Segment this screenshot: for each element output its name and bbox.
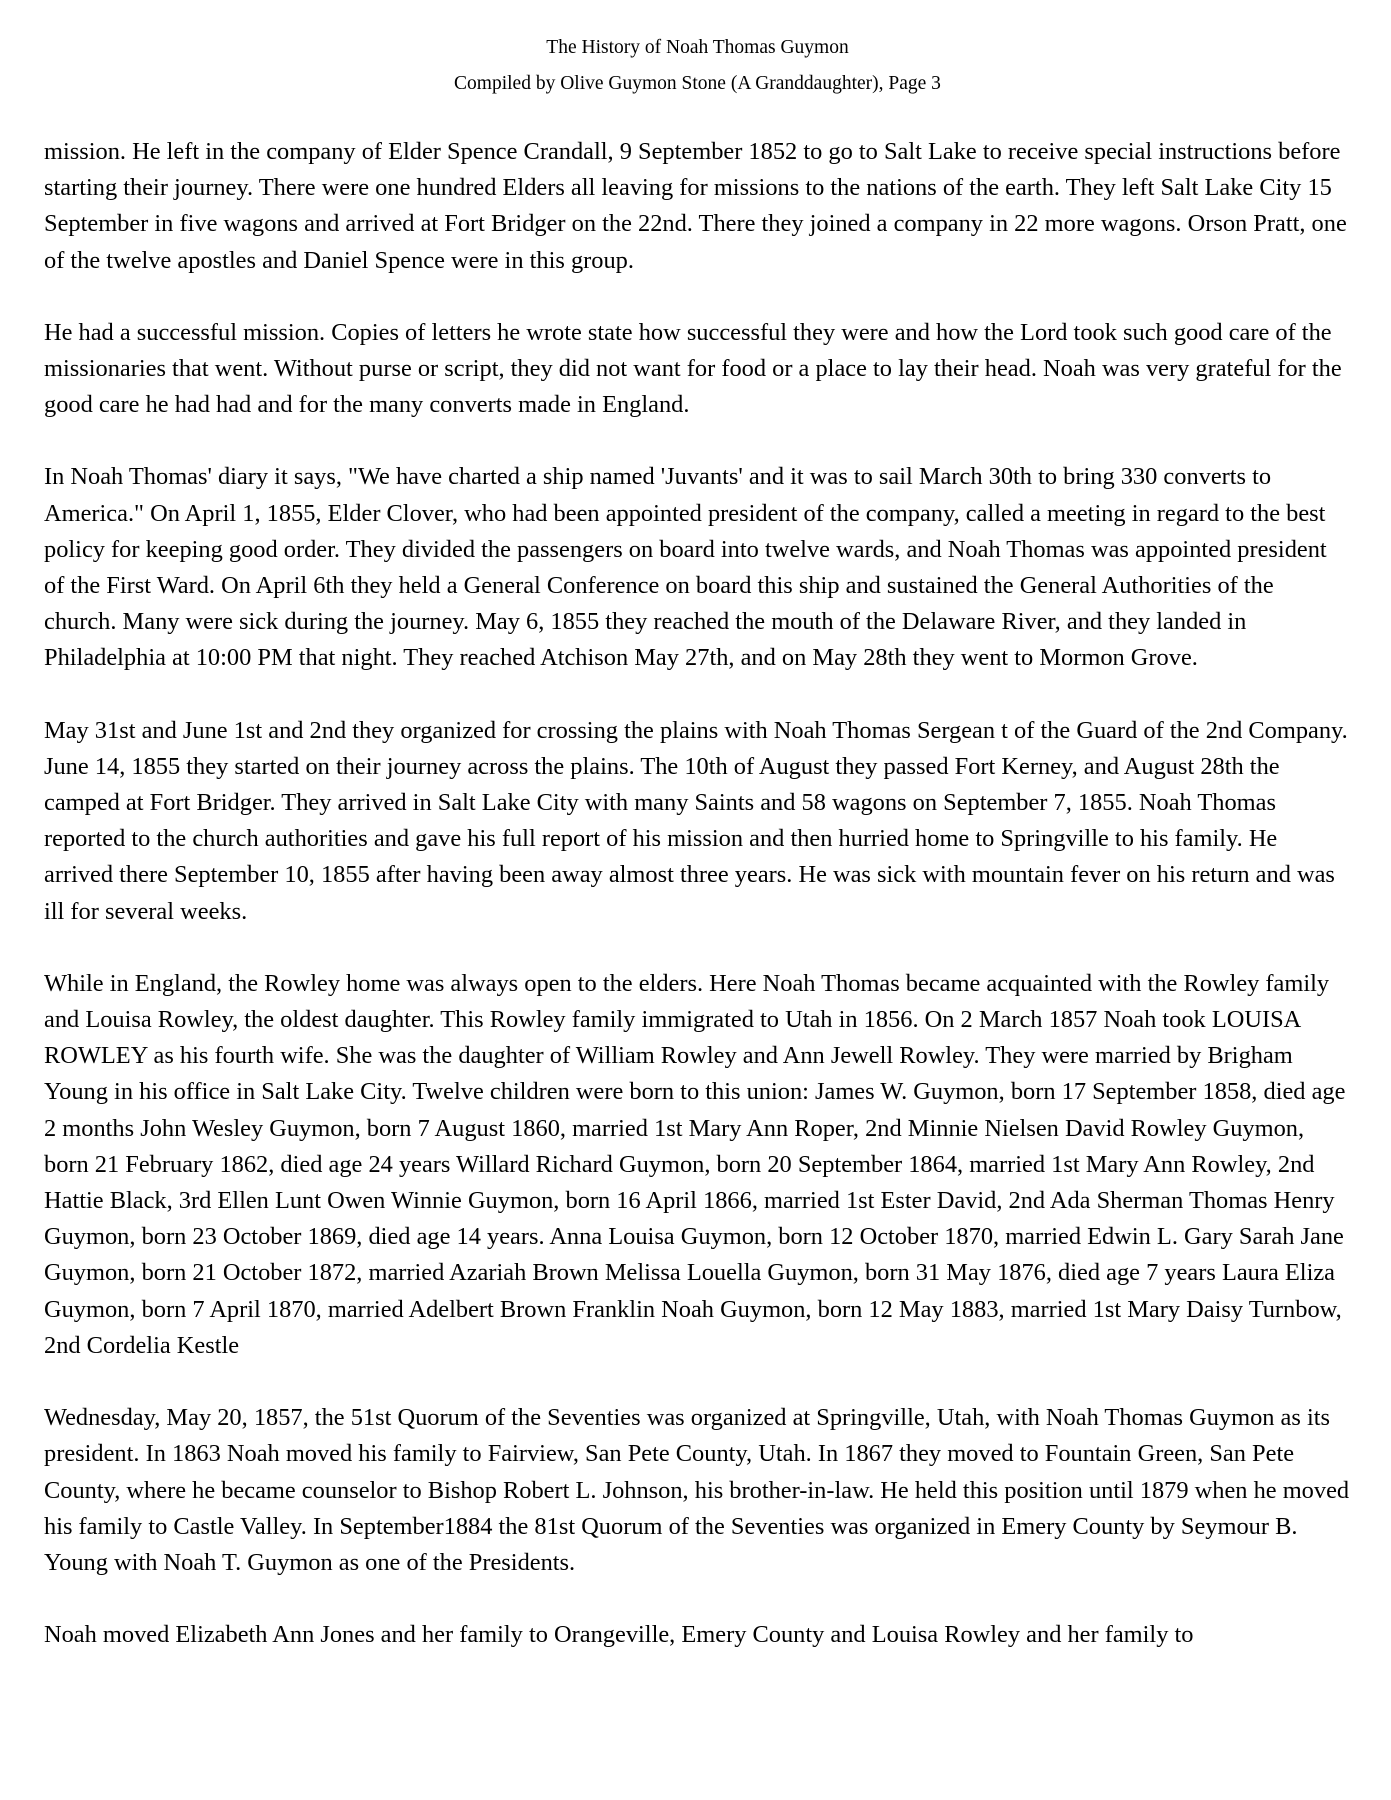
document-body — [44, 134, 1351, 1653]
paragraph-successful-mission: He had a successful mission. Copies of letters he wrote state how successful they were and how the Lord took such good care of the missionaries that went. Without purse or script, they did not want for food or a place to lay their head. Noah was very grateful for the good care he had had and for the many converts made in England. — [44, 318, 1342, 419]
paragraph-mission-departure: mission. He left in the company of Elder Spence Crandall, 9 September 1852 to go to Salt Lake to receive special instructions before starting their journey. There were one hundred Elders all leaving for missions to the nations of the earth. They left Salt Lake City 15 September in five wagons and arrived at Fort Bridger on the 22nd. There they joined a company in 22 more wagons. Orson Pratt, one of the twelve apostles and Daniel Spence were in this group. — [44, 138, 1347, 274]
document-subtitle: Compiled by Olive Guymon Stone (A Granddaughter), Page 3 — [454, 73, 941, 94]
paragraph-crossing-plains: May 31st and June 1st and 2nd they organized for crossing the plains with Noah Thomas Sergean t of the Guard of the 2nd Company. June 14, 1855 they started on their journey across the plains. The 10th of August they passed Fort Kerney, and August 28th the camped at Fort Bridger. They arrived in Salt Lake City with many Saints and 58 wagons on September 7, 1855. Noah Thomas reported to the church authorities and gave his full report of his mission and then hurried home to Springville to his family. He arrived there September 10, 1855 after having been away almost three years. He was sick with mountain fever on his return and was ill for several weeks. — [44, 716, 1348, 925]
paragraph-quorum-seventies: Wednesday, May 20, 1857, the 51st Quorum of the Seventies was organized at Springville, Utah, with Noah Thomas Guymon as its president. In 1863 Noah moved his family to Fairview, San Pete County, Utah. In 1867 they moved to Fountain Green, San Pete County, where he became counselor to Bishop Robert L. Johnson, his brother-in-law. He held this position until 1879 when he moved his family to Castle Valley. In September1884 the 81st Quorum of the Seventies was organized in Emery County by Seymour B. Young with Noah T. Guymon as one of the Presidents. — [44, 1404, 1350, 1576]
paragraph-ship-journey: In Noah Thomas' diary it says, "We have charted a ship named 'Juvants' and it was to sail March 30th to bring 330 converts to America." On April 1, 1855, Elder Clover, who had been appointed president of the company, called a meeting in regard to the best policy for keeping good order. They divided the passengers on board into twelve wards, and Noah Thomas was appointed president of the First Ward. On April 6th they held a General Conference on board this ship and sustained the General Authorities of the church. Many were sick during the journey. May 6, 1855 they reached the mouth of the Delaware River, and they landed in Philadelphia at 10:00 PM that night. They reached Atchison May 27th, and on May 28th they went to Mormon Grove. — [44, 463, 1327, 672]
page-header — [44, 30, 1351, 102]
paragraph-orangeville-move: Noah moved Elizabeth Ann Jones and her family to Orangeville, Emery County and Louisa Rowley and her family to — [44, 1621, 1194, 1649]
document-title: The History of Noah Thomas Guymon — [546, 37, 849, 58]
paragraph-rowley-family: While in England, the Rowley home was always open to the elders. Here Noah Thomas became acquainted with the Rowley family and Louisa Rowley, the oldest daughter. This Rowley family immigrated to Utah in 1856. On 2 March 1857 Noah took LOUISA ROWLEY as his fourth wife. She was the daughter of William Rowley and Ann Jewell Rowley. They were married by Brigham Young in his office in Salt Lake City. Twelve children were born to this union: James W. Guymon, born 17 September 1858, died age 2 months John Wesley Guymon, born 7 August 1860, married 1st Mary Ann Roper, 2nd Minnie Nielsen David Rowley Guymon, born 21 February 1862, died age 24 years Willard Richard Guymon, born 20 September 1864, married 1st Mary Ann Rowley, 2nd Hattie Black, 3rd Ellen Lunt Owen Winnie Guymon, born 16 April 1866, married 1st Ester David, 2nd Ada Sherman Thomas Henry Guymon, born 23 October 1869, died age 14 years. Anna Louisa Guymon, born 12 October 1870, married Edwin L. Gary Sarah Jane Guymon, born 21 October 1872, married Azariah Brown Melissa Louella Guymon, born 31 May 1876, died age 7 years Laura Eliza Guymon, born 7 April 1870, married Adelbert Brown Franklin Noah Guymon, born 12 May 1883, married 1st Mary Daisy Turnbow, 2nd Cordelia Kestle — [44, 969, 1346, 1359]
